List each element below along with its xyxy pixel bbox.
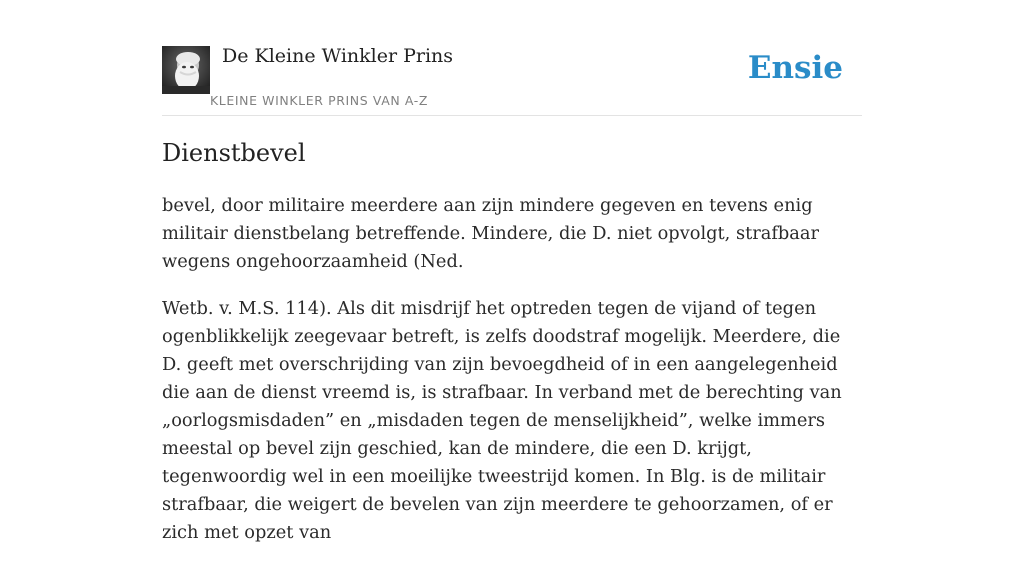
brand-logo[interactable]: Ensie — [747, 50, 843, 86]
source-avatar[interactable] — [162, 46, 210, 94]
article-title: Dienstbevel — [162, 139, 306, 167]
header — [162, 0, 862, 116]
article-body — [162, 192, 862, 566]
source-subtitle[interactable]: KLEINE WINKLER PRINS VAN A-Z — [210, 93, 429, 108]
bearded-man-portrait-icon — [162, 46, 210, 94]
source-name[interactable]: De Kleine Winkler Prins — [222, 45, 454, 67]
article-paragraph: bevel, door militaire meerdere aan zijn mindere gegeven en tevens enig militair dienstbelang betreffende. Mindere, die D. niet opvolgt, strafbaar wegens ongehoorzaamheid (Ned. — [162, 195, 819, 272]
article-paragraph: Wetb. v. M.S. 114). Als dit misdrijf het optreden tegen de vijand of tegen ogenblikkelijk zeegevaar betreft, is zelfs doodstraf mogelijk. Meerdere, die D. geeft met overschrijding van zijn bevoegdheid of in een aangelegenheid die aan de dienst vreemd is, is strafbaar. In verband met de berechting van „oorlogsmisdaden” en „misdaden tegen de menselijkheid”, welke immers meestal op bevel zijn geschied, kan de mindere, die een D. krijgt, tegenwoordig wel in een moeilijke tweestrijd komen. In Blg. is de militair strafbaar, die weigert de bevelen van zijn meerdere te gehoorzamen, of er zich met opzet van — [162, 298, 842, 543]
